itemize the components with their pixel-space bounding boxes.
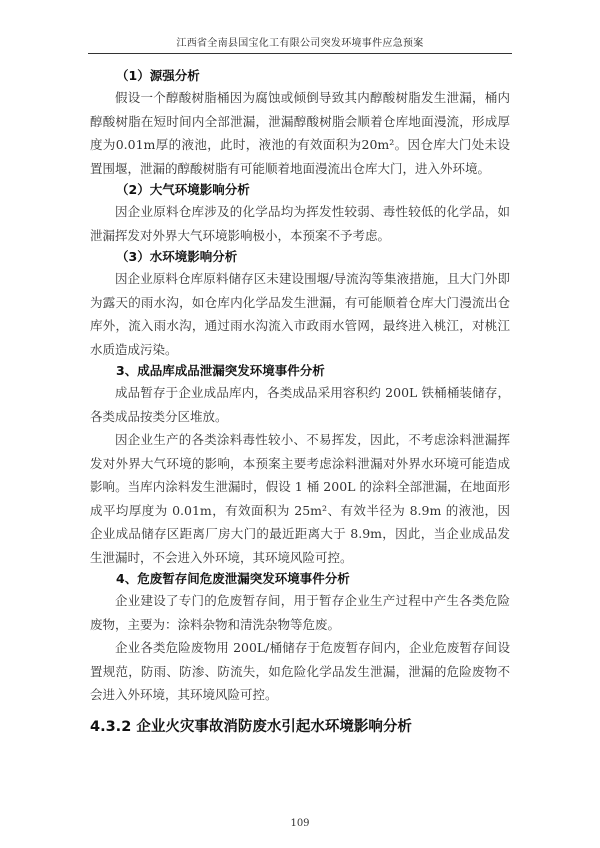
paragraph: 因企业原料仓库原料储存区未建设围堰/导流沟等集液措施，且大门外即为露天的雨水沟，如仓库内化学品发生泄漏，有可能顺着仓库大门漫流出仓库外，流入雨水沟，通过雨水沟流入市政雨水管网，最终进入桃江，对桃江水质造成污染。 bbox=[90, 271, 510, 357]
paragraph: 成品暂存于企业成品库内，各类成品采用容积约 200L 铁桶桶装储存，各类成品按类分区堆放。 bbox=[90, 385, 510, 424]
paragraph: 因企业生产的各类涂料毒性较小、不易挥发，因此，不考虑涂料泄漏挥发对外界大气环境的影响，本预案主要考虑涂料泄漏对外界水环境可能造成影响。当库内涂料发生泄漏时，假设 1 桶 200L 的涂料全部泄漏，在地面形成平均厚度为 0.01m，有效面积为 25m²、有效半径为 8.9m 的液池，因企业成品储存区距离厂房大门的最近距离大于 8.9m，因此，当企业成品发生泄漏时，不会进入外环境，其环境风险可控。 bbox=[90, 432, 510, 565]
document-body bbox=[90, 66, 510, 741]
heading-product-leak: 3、成品库成品泄漏突发环境事件分析 bbox=[116, 363, 325, 378]
paragraph: 假设一个醇酸树脂桶因为腐蚀或倾倒导致其内醇酸树脂发生泄漏，桶内醇酸树脂在短时间内全部泄漏，泄漏醇酸树脂会顺着仓库地面漫流，形成厚度为0.01m厚的液池，此时，液池的有效面积为20m²。因仓库大门处未设置围堰，泄漏的醇酸树脂有可能顺着地面漫流出仓库大门，进入外环境。 bbox=[90, 90, 510, 176]
page-header: 江西省全南县国宝化工有限公司突发环境事件应急预案 bbox=[88, 34, 512, 54]
page-number: 109 bbox=[290, 818, 310, 829]
section-heading-4-3-2: 4.3.2 企业火灾事故消防废水引起水环境影响分析 bbox=[90, 718, 412, 735]
paragraph: 企业各类危险废物用 200L/桶储存于危废暂存间内，企业危废暂存间设置规范，防雨、防渗、防流失，如危险化学品发生泄漏，泄漏的危险废物不会进入外环境，其环境风险可控。 bbox=[90, 640, 510, 702]
heading-air-impact: （2）大气环境影响分析 bbox=[116, 182, 250, 197]
paragraph: 企业建设了专门的危废暂存间，用于暂存企业生产过程中产生各类危险废物，主要为：涂料杂物和清洗杂物等危废。 bbox=[90, 593, 510, 632]
heading-water-impact: （3）水环境影响分析 bbox=[116, 249, 238, 264]
heading-source-analysis: （1）源强分析 bbox=[116, 68, 200, 83]
paragraph: 因企业原料仓库涉及的化学品均为挥发性较弱、毒性较低的化学品，如泄漏挥发对外界大气环境影响极小，本预案不予考虑。 bbox=[90, 204, 510, 243]
heading-hazwaste-leak: 4、危废暂存间危废泄漏突发环境事件分析 bbox=[116, 571, 350, 586]
